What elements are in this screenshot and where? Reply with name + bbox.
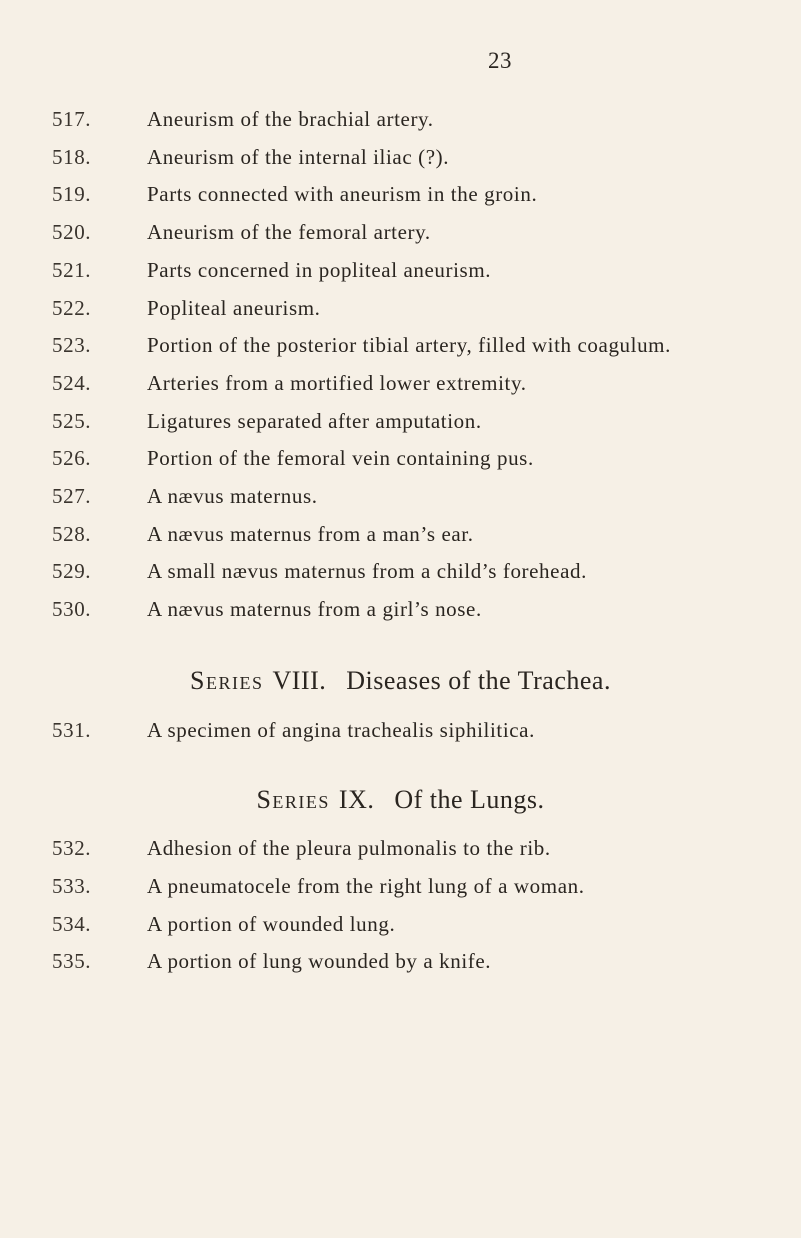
entry-number: 520. [52, 220, 92, 244]
catalogue-entry [52, 484, 781, 508]
entry-number: 527. [52, 484, 92, 508]
entry-text: Aneurism of the internal iliac (?). [147, 145, 450, 169]
entry-text: A nævus maternus from a man’s ear. [147, 522, 474, 546]
catalogue-entry [52, 371, 781, 395]
entry-text: A specimen of angina trachealis siphilitica. [147, 718, 535, 742]
entry-number: 533. [52, 874, 92, 898]
entry-number: 535. [52, 949, 92, 973]
entry-number: 528. [52, 522, 92, 546]
entry-text: Popliteal aneurism. [147, 296, 321, 320]
entry-number: 524. [52, 371, 92, 395]
entry-text: A small nævus maternus from a child’s forehead. [147, 559, 587, 583]
catalogue-entry [52, 559, 781, 583]
series-heading [0, 666, 801, 696]
entry-text: Portion of the femoral vein containing pus. [147, 446, 534, 470]
entry-text: Aneurism of the brachial artery. [147, 107, 434, 131]
entry-number: 530. [52, 597, 92, 621]
entry-text: A nævus maternus from a girl’s nose. [147, 597, 482, 621]
entry-number: 519. [52, 182, 92, 206]
catalogue-entry [52, 145, 781, 169]
catalogue-entry [52, 949, 781, 973]
entry-text: Arteries from a mortified lower extremity. [147, 371, 527, 395]
entry-number: 522. [52, 296, 92, 320]
series-word: Series [190, 666, 264, 695]
entry-number: 523. [52, 333, 92, 357]
entry-text: Parts connected with aneurism in the groin. [147, 182, 538, 206]
entry-text: Adhesion of the pleura pulmonalis to the rib. [147, 836, 551, 860]
page-number: 23 [488, 48, 512, 73]
catalogue-entry [52, 220, 781, 244]
catalogue-entry [52, 258, 781, 282]
entry-number: 521. [52, 258, 92, 282]
series-heading [0, 785, 801, 815]
series-numeral: VIII. [272, 666, 327, 695]
catalogue-entry [52, 296, 781, 320]
entry-number: 534. [52, 912, 92, 936]
entry-number: 529. [52, 559, 92, 583]
series-title: Diseases of the Trachea. [346, 666, 611, 695]
catalogue-entry [52, 836, 781, 860]
entry-number: 532. [52, 836, 92, 860]
catalogue-entry [52, 446, 781, 470]
catalogue-entry [52, 597, 781, 621]
entry-text: A portion of wounded lung. [147, 912, 396, 936]
entry-text: Parts concerned in popliteal aneurism. [147, 258, 492, 282]
series-numeral: IX. [338, 785, 375, 814]
catalogue-entry [52, 522, 781, 546]
catalogue-entry [52, 874, 781, 898]
series-title: Of the Lungs. [394, 785, 545, 814]
catalogue-entry [52, 718, 781, 742]
catalogue-entry [52, 333, 781, 357]
catalogue-entry [52, 182, 781, 206]
entry-text: A pneumatocele from the right lung of a woman. [147, 874, 585, 898]
entry-number: 525. [52, 409, 92, 433]
catalogue-entry [52, 912, 781, 936]
entry-number: 526. [52, 446, 92, 470]
entry-text: A nævus maternus. [147, 484, 318, 508]
entry-number: 517. [52, 107, 92, 131]
entry-number: 518. [52, 145, 92, 169]
entry-text: Portion of the posterior tibial artery, filled with coagulum. [147, 333, 671, 357]
entry-text: A portion of lung wounded by a knife. [147, 949, 492, 973]
series-word: Series [256, 785, 330, 814]
entry-text: Aneurism of the femoral artery. [147, 220, 431, 244]
catalogue-entry [52, 107, 781, 131]
entry-number: 531. [52, 718, 92, 742]
entry-text: Ligatures separated after amputation. [147, 409, 482, 433]
catalogue-entry [52, 409, 781, 433]
